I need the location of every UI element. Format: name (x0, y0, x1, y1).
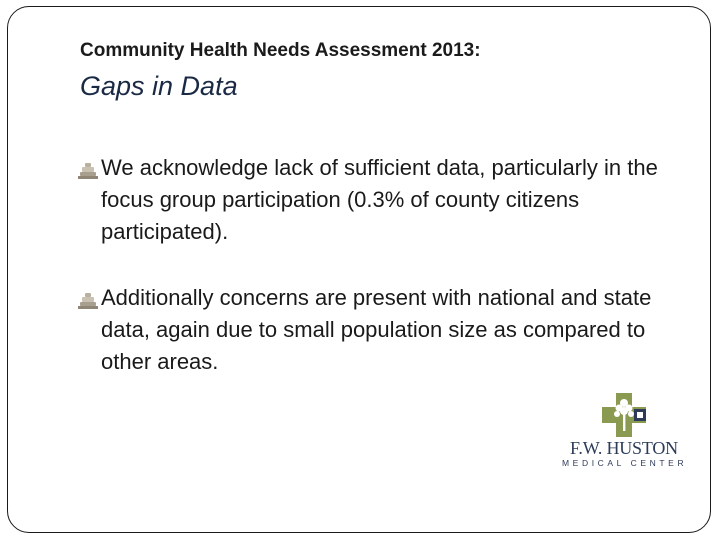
bullet-item (78, 152, 678, 248)
decorative-bullet-icon (78, 292, 98, 310)
bullet-list (78, 152, 678, 412)
decorative-bullet-icon (78, 162, 98, 180)
slide-header-line: Community Health Needs Assessment 2013: (80, 40, 481, 61)
logo-subtitle: MEDICAL CENTER (562, 458, 688, 468)
bullet-text: We acknowledge lack of sufficient data, particularly in the focus group participation (0.3% of county citizens participated). (101, 155, 658, 244)
bullet-item (78, 282, 678, 378)
logo-name: F.W. HUSTON (570, 438, 678, 458)
fw-huston-logo (562, 393, 686, 471)
slide-title: Gaps in Data (80, 71, 238, 101)
bullet-text: Additionally concerns are present with national and state data, again due to small population size as compared to other areas. (101, 285, 652, 374)
tree-cross-logo-icon (598, 393, 650, 437)
